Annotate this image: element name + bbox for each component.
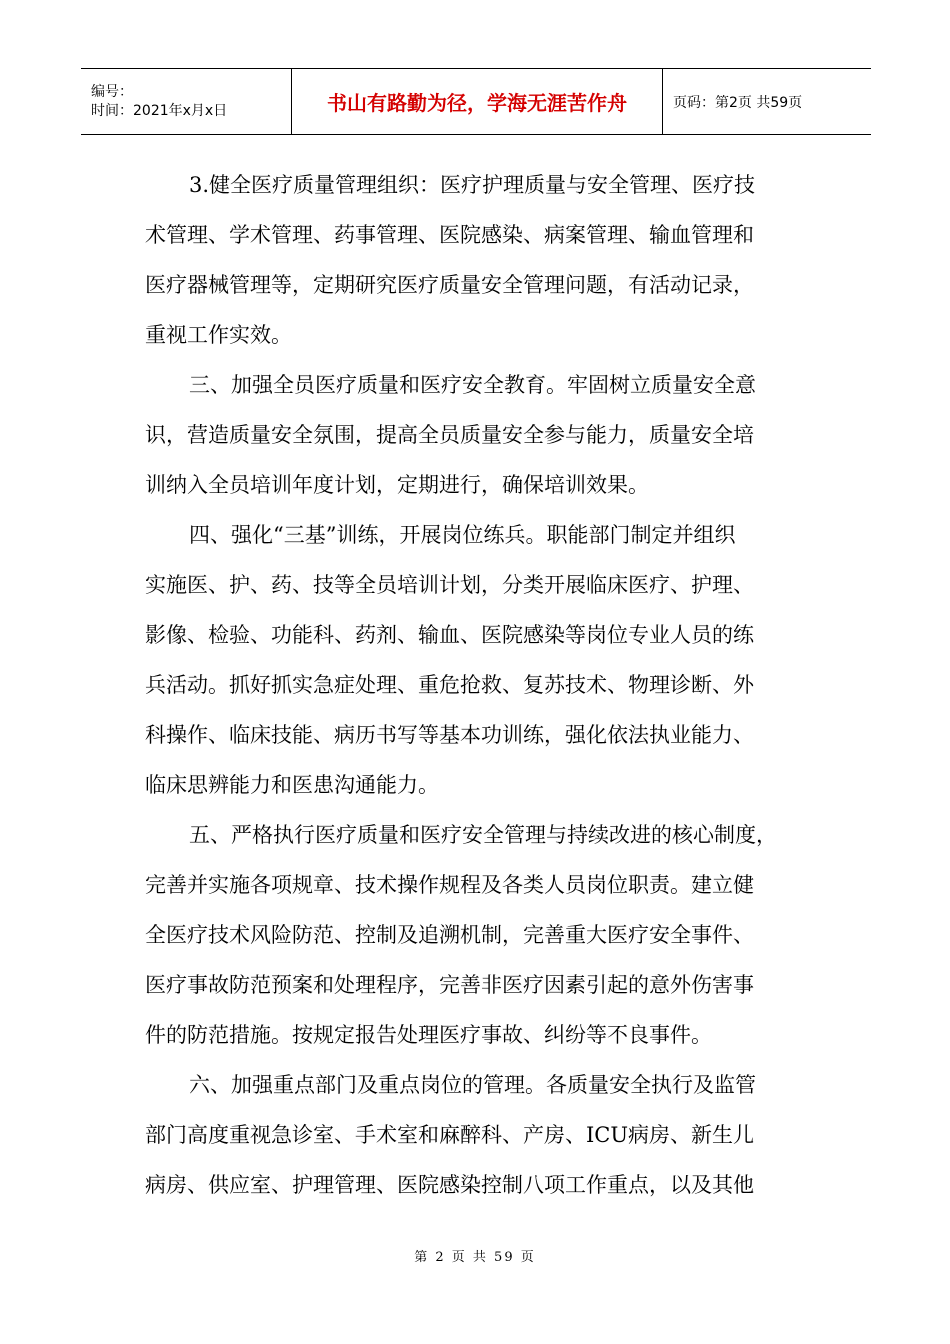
paragraph [145, 810, 805, 1060]
text-line: 全医疗技术风险防范、控制及追溯机制，完善重大医疗安全事件、 [145, 923, 754, 947]
text-line: 3.健全医疗质量管理组织：医疗护理质量与安全管理、医疗技 [189, 173, 756, 197]
text-line: 病房、供应室、护理管理、医院感染控制八项工作重点，以及其他 [145, 1173, 754, 1197]
paragraph [145, 510, 805, 810]
header-page-info: 页码：第2页 共59页 [673, 94, 803, 111]
document-body [145, 160, 805, 1210]
page-footer: 第 2 页 共 59 页 [414, 1250, 536, 1265]
header-motto: 书山有路勤为径，学海无涯苦作舟 [292, 69, 663, 135]
text-line: 影像、检验、功能科、药剂、输血、医院感染等岗位专业人员的练 [145, 623, 754, 647]
text-line: 训纳入全员培训年度计划，定期进行，确保培训效果。 [145, 473, 649, 497]
text-line: 完善并实施各项规章、技术操作规程及各类人员岗位职责。建立健 [145, 873, 754, 897]
page-header [81, 68, 871, 135]
text-line: 部门高度重视急诊室、手术室和麻醉科、产房、ICU病房、新生儿 [145, 1123, 755, 1147]
text-line: 医疗事故防范预案和处理程序，完善非医疗因素引起的意外伤害事 [145, 973, 754, 997]
document-number-label: 编号： [91, 83, 133, 100]
paragraph [145, 360, 805, 510]
header-meta [81, 69, 292, 135]
text-line: 术管理、学术管理、药事管理、医院感染、病案管理、输血管理和 [145, 223, 754, 247]
text-line: 临床思辨能力和医患沟通能力。 [145, 773, 439, 797]
paragraph [145, 1060, 805, 1210]
text-line: 科操作、临床技能、病历书写等基本功训练，强化依法执业能力、 [145, 723, 754, 747]
text-line: 重视工作实效。 [145, 323, 292, 347]
text-line: 四、强化“三基”训练，开展岗位练兵。职能部门制定并组织 [189, 523, 736, 547]
text-line: 识，营造质量安全氛围，提高全员质量安全参与能力，质量安全培 [145, 423, 754, 447]
text-line: 医疗器械管理等，定期研究医疗质量安全管理问题，有活动记录， [145, 273, 754, 297]
text-line: 兵活动。抓好抓实急症处理、重危抢救、复苏技术、物理诊断、外 [145, 673, 754, 697]
paragraph [145, 160, 805, 360]
text-line: 六、加强重点部门及重点岗位的管理。各质量安全执行及监管 [189, 1073, 756, 1097]
text-line: 三、加强全员医疗质量和医疗安全教育。牢固树立质量安全意 [189, 373, 756, 397]
text-line: 五、严格执行医疗质量和医疗安全管理与持续改进的核心制度， [189, 823, 777, 847]
text-line: 件的防范措施。按规定报告处理医疗事故、纠纷等不良事件。 [145, 1023, 712, 1047]
document-date: 时间：2021年x月x日 [91, 102, 228, 119]
text-line: 实施医、护、药、技等全员培训计划，分类开展临床医疗、护理、 [145, 573, 754, 597]
